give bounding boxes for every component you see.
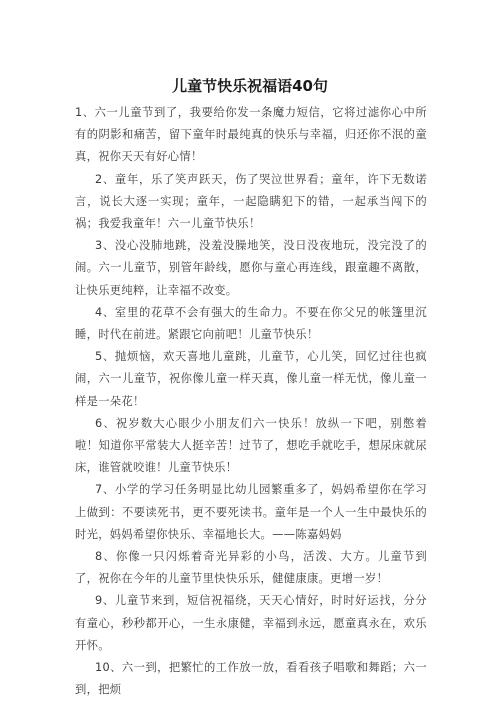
paragraph-9: 9、儿童节来到，短信祝福绕，天天心情好，时时好运找，分分有童心，秒秒都开心，一生永康健，幸福到永远，愿童真永在，欢乐开怀。 <box>75 594 427 652</box>
paragraph-1: 1、六一儿童节到了，我要给你发一条魔力短信，它将过滤你心中所有的阴影和痛苦，留下童年时最纯真的快乐与幸福，归还你不泯的童真，祝你天天有好心情！ <box>75 106 427 164</box>
paragraph-4: 4、室里的花草不会有强大的生命力。不要在你父兄的帐篷里沉睡，时代在前进。紧跟它向前吧！儿童节快乐！ <box>75 305 427 342</box>
document-title: 儿童节快乐祝福语40句 <box>172 77 328 95</box>
paragraph-8: 8、你像一只闪烁着奇光异彩的小鸟，活泼、大方。儿童节到了，祝你在今年的儿童节里快快乐乐，健健康康。更增一岁！ <box>75 550 427 586</box>
paragraph-10: 10、六一到，把繁忙的工作放一放，看看孩子唱歌和舞蹈；六一到，把烦 <box>75 661 427 697</box>
paragraph-6: 6、祝岁数大心眼少小朋友们六一快乐！放纵一下吧，别憋着啦！知道你平常装大人挺辛苦！过节了，想吃手就吃手，想尿床就尿床，谁管就咬谁！儿童节快乐！ <box>75 416 427 475</box>
paragraph-7: 7、小学的学习任务明显比幼儿园繁重多了，妈妈希望你在学习上做到：不要读死书，更不要死读书。童年是一个人一生中最快乐的时光，妈妈希望你快乐、幸福地长大。——陈嘉妈妈 <box>75 483 427 541</box>
paragraph-3: 3、没心没肺地跳，没羞没臊地笑，没日没夜地玩，没完没了的闹。六一儿童节，别管年龄线，愿你与童心再连线，跟童趣不离散，让快乐更纯粹，让幸福不改变。 <box>75 239 427 297</box>
paragraph-2: 2、童年，乐了笑声跃天，伤了哭泣世界看；童年，许下无数诺言，说长大逐一实现；童年，一起隐瞒犯下的错，一起承当闯下的祸；我爱我童年！六一儿童节快乐！ <box>75 172 427 231</box>
paragraph-5: 5、抛烦恼，欢天喜地儿童跳，儿童节，心儿笑，回忆过往也疯闹，六一儿童节，祝你像儿童一样天真，像儿童一样无忧，像儿童一样是一朵花！ <box>75 350 427 408</box>
document-body <box>75 102 427 701</box>
